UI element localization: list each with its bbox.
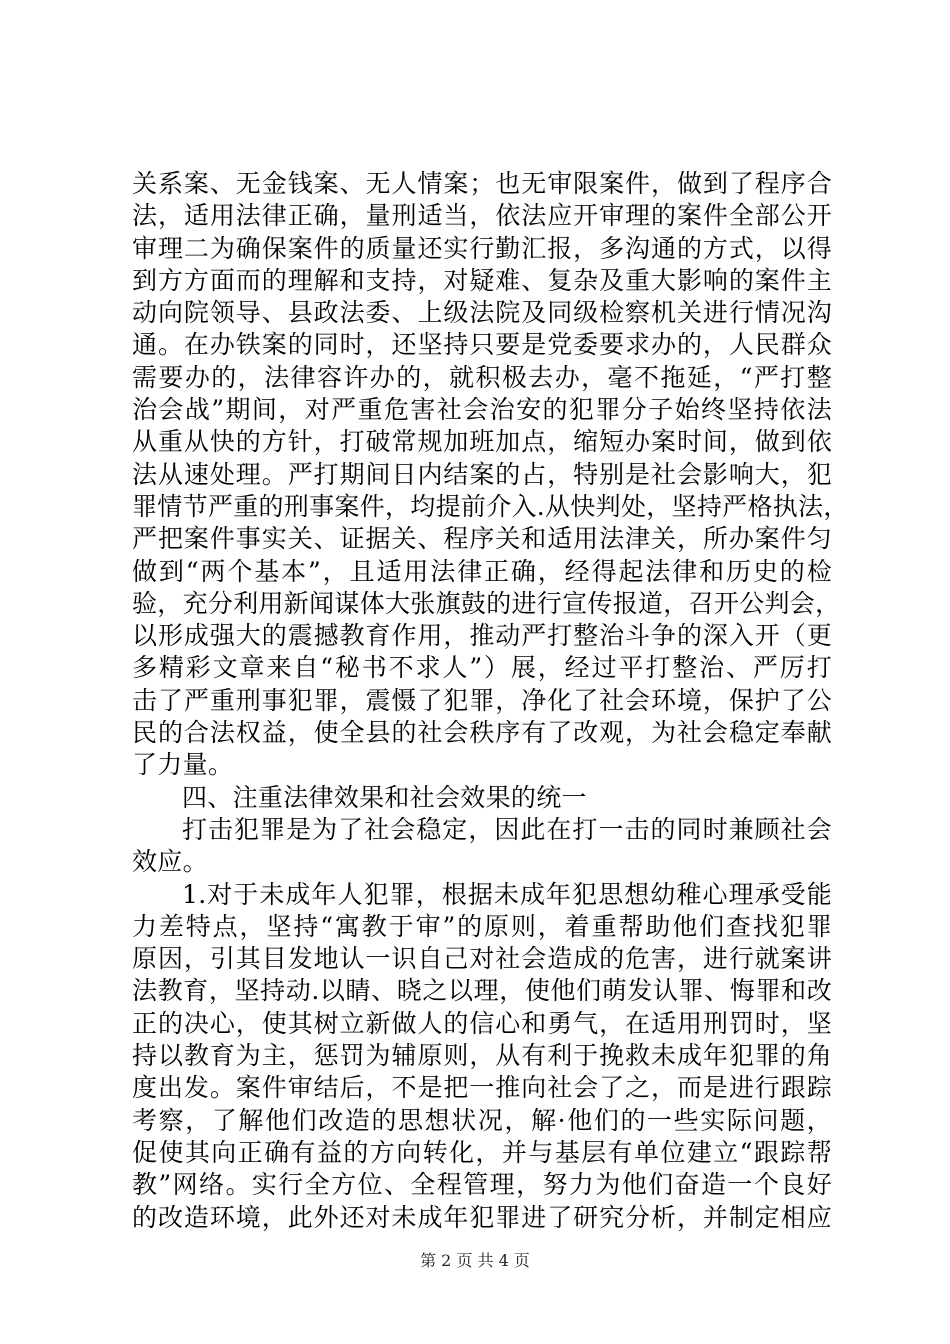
text-line: 动向院领导、县政法委、上级法院及同级检察机关进行情况沟 (132, 298, 832, 328)
text-line: 打击犯罪是为了社会稳定，因此在打一击的同时兼顾社会 (182, 814, 832, 844)
text-line: 法，适用法律正确，量刑适当，依法应开审理的案件全部公开 (132, 201, 832, 231)
text-line: 多精彩文章来自“秘书不求人”）展，经过平打整治、严厉打 (132, 653, 832, 683)
text-line: 的改造环境，此外还对未成年犯罪进了研究分析，并制定相应 (132, 1202, 832, 1232)
text-line: 关系案、无金钱案、无人情案；也无审限案件，做到了程序合 (132, 169, 832, 198)
text-line: 原因，引其目发地认一识自己对社会造成的危害，进行就案讲 (132, 944, 832, 974)
text-line: 了力量。 (132, 750, 234, 780)
text-line: 持以教育为主，惩罚为辅原则，从有利于挽救未成年犯罪的角 (132, 1041, 832, 1071)
text-line: 法从速处理。严打期间日内结案的占，特别是社会影响大，犯 (132, 459, 832, 489)
page-footer: 第 2 页 共 4 页 (420, 1251, 530, 1270)
text-line: 力差特点，坚持“寓教于审”的原则，着重帮助他们查找犯罪 (132, 911, 832, 941)
text-line: 做到“两个基本”，且适用法律正确，经得起法律和历史的检 (132, 556, 832, 586)
text-line: 促使其向正确有益的方向转化，并与基层有单位建立“跟踪帮 (132, 1137, 832, 1167)
text-line: 验，充分利用新闻谋体大张旗鼓的进行宣传报道，召开公判会， (132, 588, 841, 618)
text-line: 治会战”期间，对严重危害社会治安的犯罪分子始终坚持依法 (132, 395, 832, 425)
text-line: 教”网络。实行全方位、全程管理，努力为他们奋造一个良好 (132, 1170, 832, 1200)
text-line: 审理二为确保案件的质量还实行勤汇报，多沟通的方式，以得 (132, 233, 832, 263)
text-line: 从重从快的方针，打破常规加班加点，缩短办案时间，做到依 (132, 427, 832, 457)
text-line: 严把案件事实关、证据关、程序关和适用法津关，所办案件匀 (132, 524, 832, 554)
text-line: 击了严重刑事犯罪，震慑了犯罪，净化了社会环境，保护了公 (132, 685, 832, 715)
text-line: 正的决心，使其树立新做人的信心和勇气，在适用刑罚时，坚 (132, 1008, 832, 1038)
text-line: 到方方面而的理解和支持，对疑难、复杂及重大影响的案件主 (132, 265, 832, 295)
text-line: 民的合法权益，使全县的社会秩序有了改观，为社会稳定奉献 (132, 718, 832, 748)
text-line: 考察，了解他们改造的思想状况，解·他们的一些实际问题， (132, 1105, 832, 1135)
text-line: 四、注重法律效果和社会效果的统一 (182, 782, 587, 812)
text-line: 法教育，坚持动.以睛、晓之以理，使他们萌发认罪、悔罪和改 (132, 976, 832, 1006)
text-line: 需要办的，法律容许办的，就积极去办，毫不拖延，“严打整 (132, 362, 832, 392)
text-line: 以形成强大的震撼教育作用，推动严打整治斗争的深入开（更 (132, 621, 832, 651)
document-body (132, 168, 849, 1234)
text-line: 度出发。案件审结后，不是把一推向社会了之，而是进行跟踪 (132, 1073, 832, 1103)
text-line: 罪情节严重的刑事案件，均提前介入.从快判处，坚持严格执法， (132, 491, 849, 521)
text-line: 通。在办铁案的同时，还坚持只要是党委要求办的，人民群众 (132, 330, 832, 360)
text-line: 效应。 (132, 847, 208, 877)
text-line: 1.对于未成年人犯罪，根据未成年犯思想幼稚心理承受能 (182, 879, 832, 909)
